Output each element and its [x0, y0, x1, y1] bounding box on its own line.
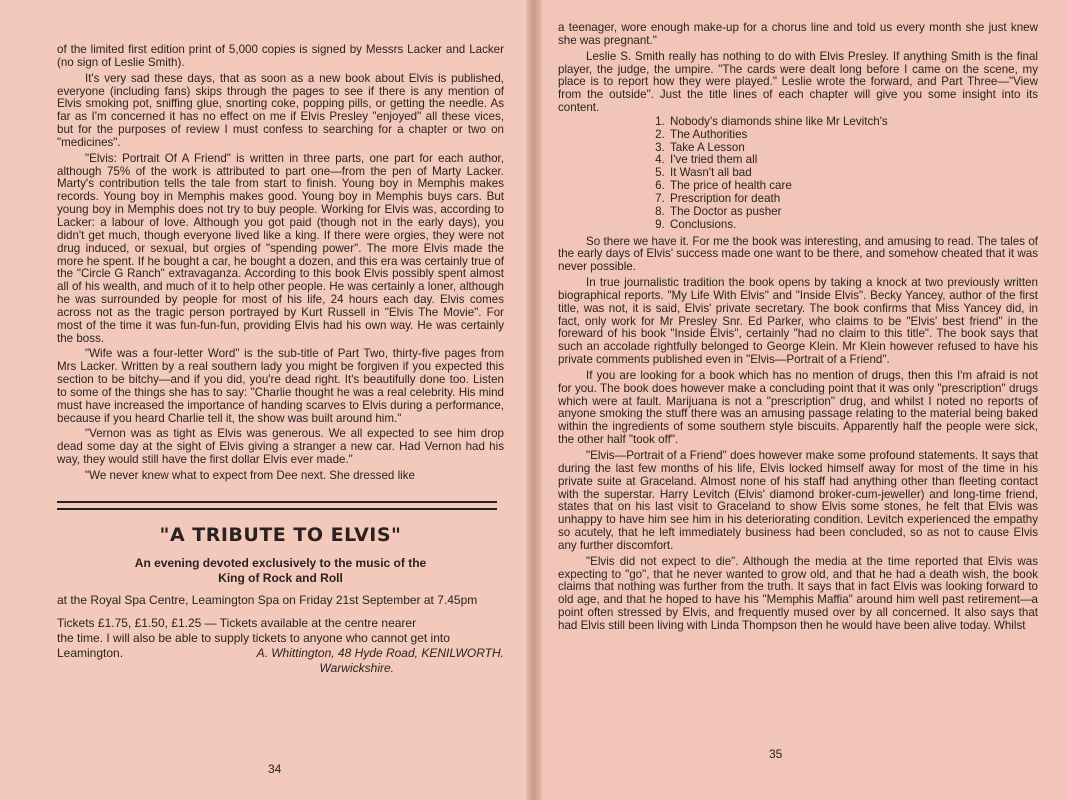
- list-item: 3. Take A Lesson: [668, 142, 1038, 155]
- paragraph: of the limited first edition print of 5,000 copies is signed by Messrs Lacker and Lacker (no sign of Leslie Smith).: [57, 43, 504, 69]
- ad-tickets-note: the time. I will also be able to supply tickets to anyone who cannot get into: [57, 630, 450, 645]
- list-item: 1. Nobody's diamonds shine like Mr Levitch's: [668, 116, 1038, 129]
- list-item: 8. The Doctor as pusher: [668, 206, 1038, 219]
- paragraph: If you are looking for a book which has no mention of drugs, then this I'm afraid is not for you. The book does however make a concluding point that it was only "prescription" drugs which were at fault. Marijuana is not a "prescription" drug, and whilst I noted no reports of anyone smoking the stuff there was an amusing passage relating to the material being baked within the ingredients of some southern style biscuits. Apparently half the people were sick, the other half "took off".: [558, 368, 1038, 447]
- ad-county: Warwickshire.: [319, 660, 394, 675]
- paragraph: It's very sad these days, that as soon as a new book about Elvis is published, everyone (including fans) skips through the pages to see if there is any mention of Elvis smoking pot, sniffing glue, snorting coke, popping pills, or getting the needle. As far as I'm concerned it has no effect on me if Elvis Presley "enjoyed" all these vices, but for the purposes of review I must confess to searching for a chapter or two on "medicines".: [57, 71, 504, 149]
- list-item: 9. Conclusions.: [668, 219, 1038, 232]
- page-number: 35: [769, 747, 783, 761]
- ad-subtitle: An evening devoted exclusively to the music of the: [134, 555, 427, 570]
- ad-address: A. Whittington, 48 Hyde Road, KENILWORTH.: [256, 645, 504, 660]
- paragraph: "Wife was a four-letter Word" is the sub-title of Part Two, thirty-five pages from Mrs Lacker. Written by a real southern lady you might be forgiven if you expected this section to be bitchy—and if you did, you're dead right. It's beautifully done too. Listen to some of the things she has to say: "Charlie thought he was a real celebrity. His mind must have increased the importance of handing scarves to Elvis during a performance, because if you heard Charlie tell it, the show was built around him.": [57, 347, 504, 425]
- ad-contact: [57, 646, 504, 661]
- ad-venue: at the Royal Spa Centre, Leamington Spa on Friday 21st September at 7.45pm: [57, 592, 478, 607]
- double-rule: [57, 501, 497, 510]
- list-item: 4. I've tried them all: [668, 154, 1038, 167]
- paragraph: So there we have it. For me the book was interesting, and amusing to read. The tales of the early days of Elvis' success made one want to be there, and somehow cheated that it was never possible.: [558, 234, 1038, 274]
- right-page: [536, 0, 1066, 800]
- paragraph: "We never knew what to expect from Dee next. She dressed like: [85, 469, 415, 482]
- list-item: 6. The price of health care: [668, 180, 1038, 193]
- paragraph: a teenager, wore enough make-up for a chorus line and told us every month she just knew she was pregnant.": [558, 21, 1038, 47]
- tribute-advertisement: [57, 501, 504, 676]
- ad-tickets: Tickets £1.75, £1.50, £1.25 — Tickets available at the centre nearer: [57, 615, 417, 630]
- page-number: 34: [268, 762, 282, 776]
- chapter-list: [650, 116, 1038, 232]
- paragraph: "Elvis: Portrait Of A Friend" is written in three parts, one part for each author, although 75% of the work is attributed to part one—from the pen of Marty Lacker. Marty's contribution tells the tale from start to finish. Young boy in Memphis makes records. Young boy in Memphis makes good. Young boy in Memphis buys cars. But young boy in Memphis does not try to buy people. Working for Elvis was, according to Lacker: a labour of love. Although you got paid (though not in the early days), you didn't get much, though everyone lived like a king. If there were orgies, they were not drug induced, or sexual, but orgies of "spending power". The more Elvis made the more he spent. If he bought a car, he bought a dozen, and this era was certainly true of the "Circle G Ranch" extravaganza. According to this book Elvis possibly spent almost all of his wealth, and much of it to help other people. He was certainly a loner, although he was surrounded by people for most of his life, 24 hours each day. Elvis comes across not as the tragic person portrayed by Kurt Russell in "Elvis The Movie". For most of the time it was fun-fun-fun, providing Elvis had his own way. He was certainly the boss.: [57, 151, 504, 345]
- paragraph: "Elvis—Portrait of a Friend" does however make some profound statements. It says that during the last few months of his life, Elvis locked himself away for most of the time in his private suite at Graceland. Almost none of his staff had anything other than fleeting contact with the superstar. Harry Levitch (Elvis' diamond broker-cum-jeweller) and long-time friend, states that on his last visit to Graceland to show Elvis some stones, he felt that Elvis was unhappy to have him see him in his deteriorating condition. Levitch experienced the empathy so acutely, that he left immediately business had been concluded, so as not to cause Elvis any further discomfort.: [558, 449, 1038, 552]
- ad-subtitle: King of Rock and Roll: [218, 570, 343, 585]
- list-item: 7. Prescription for death: [668, 193, 1038, 206]
- paragraph: "Elvis did not expect to die". Although the media at the time reported that Elvis was expecting to "go", that he never wanted to grow old, and that he had a death wish, the book claims that nothing was further from the truth. It says that in fact Elvis was looking forward to old age, and that he hoped to have his "Memphis Maffia" around him well past retirement—a point often stressed by Elvis, and frequently mused over by all concerned. It also says that had Elvis still been living with Linda Thompson then he would have been alive today. Whilst: [558, 554, 1038, 632]
- paragraph: In true journalistic tradition the book opens by taking a knock at two previously written biographical reports. "My Life With Elvis" and "Inside Elvis". Becky Yancey, author of the first title, was not, it is said, Elvis' private secretary. The book confirms that Miss Yancey did, in fact, only work for Mr Presley Snr. Ed Parker, who claims to be "Elvis' best friend" in the foreward of his book "Inside Elvis", certainly "had no claim to this title". The book says that such an accolade rightfully belonged to George Klein. Mr Klein however refused to have his private comments published even in "Elvis—Portrait of a Friend".: [558, 276, 1038, 367]
- book-gutter: [526, 0, 542, 800]
- left-page-text: [57, 44, 504, 483]
- ad-town: Leamington.: [57, 645, 124, 660]
- rule-line: [57, 501, 497, 503]
- paragraph: "Vernon was as tight as Elvis was generous. We all expected to see him drop dead some day at the sight of Elvis giving a stranger a new car. Had Vernon had his way, they would still have the first dollar Elvis ever made.": [57, 427, 504, 467]
- left-page: [0, 0, 532, 800]
- list-item: 2. The Authorities: [668, 129, 1038, 142]
- paragraph: Leslie S. Smith really has nothing to do with Elvis Presley. If anything Smith is the final player, the judge, the umpire. "The cards were dealt long before I came on the scene, my place is to report how they were played." Leslie wrote the forward, and Part Three—"View from the outside". Just the title lines of each chapter will give you some insight into its content.: [558, 49, 1038, 115]
- rule-line: [57, 508, 497, 510]
- ad-title: "A TRIBUTE TO ELVIS": [159, 523, 402, 546]
- right-page-text: [558, 22, 1038, 633]
- list-item: 5. It Wasn't all bad: [668, 167, 1038, 180]
